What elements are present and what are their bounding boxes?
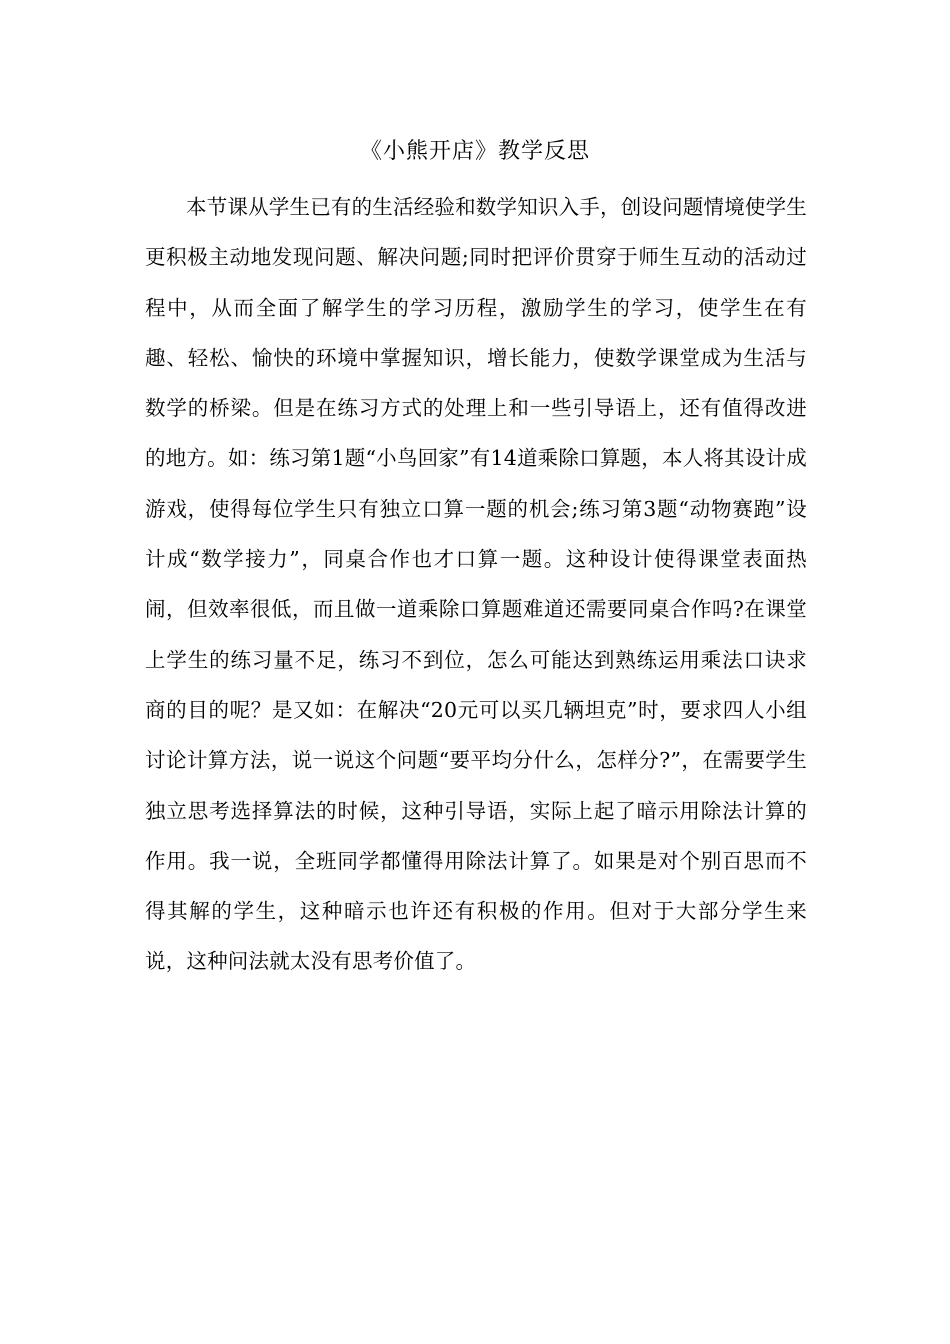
body-paragraph: 本节课从学生已有的生活经验和数学知识入手，创设问题情境使学生更积极主动地发现问题、解决问题;同时把评价贯穿于师生互动的活动过程中，从而全面了解学生的学习历程，激励学生的学习，使学生在有趣、轻松、愉快的环境中掌握知识，增长能力，使数学课堂成为生活与数学的桥梁。但是在练习方式的处理上和一些引导语上，还有值得改进的地方。如：练习第1题“小鸟回家”有14道乘除口算题，本人将其设计成游戏，使得每位学生只有独立口算一题的机会;练习第3题“动物赛跑”设计成“数学接力”，同桌合作也才口算一题。这种设计使得课堂表面热闹，但效率很低，而且做一道乘除口算题难道还需要同桌合作吗?在课堂上学生的练习量不足，练习不到位，怎么可能达到熟练运用乘法口诀求商的目的呢？是又如：在解决“20元可以买几辆坦克”时，要求四人小组讨论计算方法，说一说这个问题“要平均分什么，怎样分?”，在需要学生独立思考选择算法的时候，这种引导语，实际上起了暗示用除法计算的作用。我一说，全班同学都懂得用除法计算了。如果是对个别百思而不得其解的学生，这种暗示也许还有积极的作用。但对于大部分学生来说，这种问法就太没有思考价值了。 xyxy=(145,195,807,974)
document-title: 《小熊开店》教学反思 xyxy=(359,139,590,164)
